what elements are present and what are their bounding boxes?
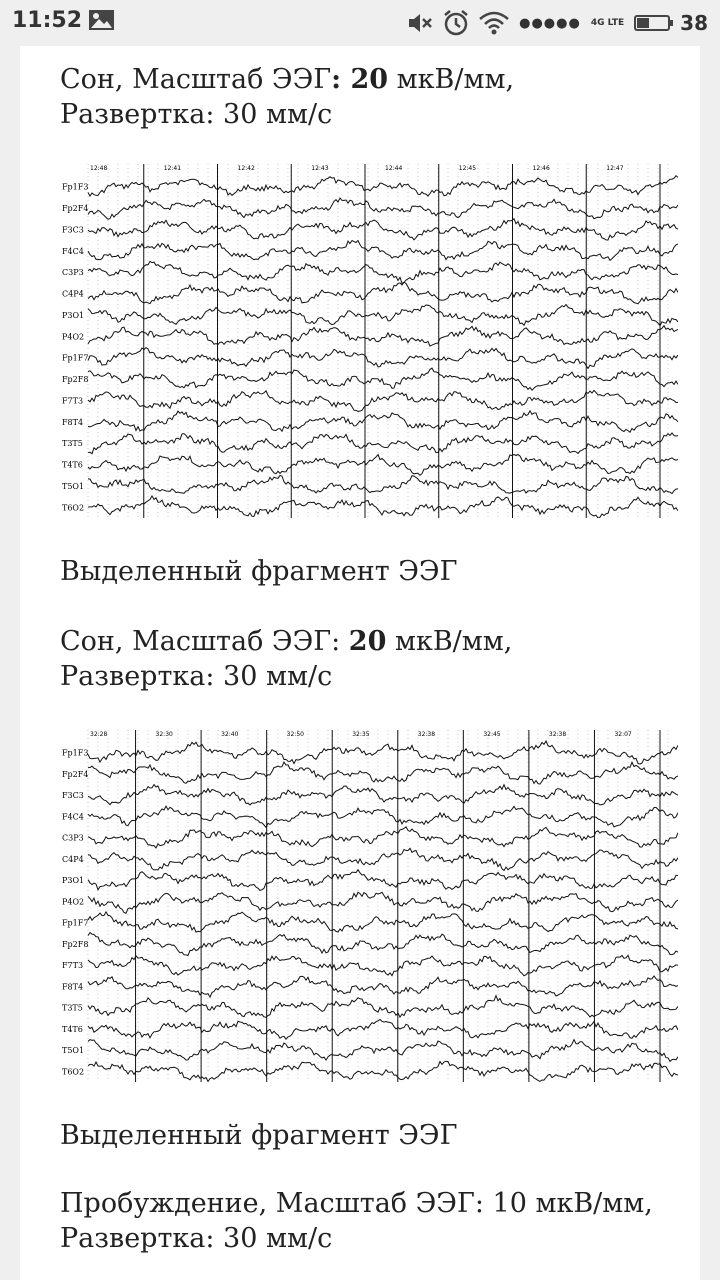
mute-icon [407, 11, 433, 35]
signal-strength-icon: ●●●●● [519, 15, 581, 31]
eeg-channel-label: Fp1F3 [62, 748, 89, 758]
settings-line1-suffix: мкВ/мм, [388, 64, 515, 95]
eeg-time-label: 32:38 [417, 731, 436, 738]
eeg-channel-label: Fp2F4 [62, 204, 89, 214]
eeg-time-label: 32:28 [90, 731, 108, 738]
wifi-icon [479, 11, 509, 35]
eeg-settings-awakening [60, 1186, 680, 1256]
eeg-channel-label: F3C3 [62, 225, 84, 235]
eeg-channel-label: Fp2F8 [62, 939, 89, 949]
eeg-time-label: 12:46 [532, 165, 550, 172]
eeg-channel-label: T6O2 [62, 1067, 85, 1077]
settings-line1-bold: 20 [348, 626, 387, 657]
eeg-channel-label: Fp1F7 [62, 918, 89, 928]
eeg-channel-label: Fp2F8 [62, 375, 89, 385]
eeg-settings-sleep-2 [60, 624, 680, 694]
settings-line1-prefix: Сон, Масштаб ЭЭГ: [60, 626, 349, 657]
eeg-recording-image-2[interactable] [60, 726, 678, 1082]
eeg-channel-label: Fp2F4 [62, 769, 89, 779]
settings-line2: Развертка: 30 мм/с [60, 1223, 333, 1254]
settings-line2: Развертка: 30 мм/с [60, 661, 333, 692]
eeg-channel-label: F7T3 [62, 396, 84, 406]
settings-line1-bold: : 20 [331, 64, 389, 95]
eeg-fragment-caption-1: Выделенный фрагмент ЭЭГ [60, 556, 458, 587]
eeg-time-label: 12:41 [163, 165, 182, 172]
battery-icon [634, 15, 670, 31]
status-bar [0, 0, 720, 46]
eeg-channel-label: F4C4 [62, 246, 84, 256]
eeg-channel-label: P4O2 [62, 332, 85, 342]
eeg-time-label: 32:40 [221, 731, 239, 738]
network-type: 4G LTE [590, 17, 625, 28]
eeg-time-label: 12:42 [237, 165, 255, 172]
eeg-channel-label: T4T6 [62, 1024, 83, 1034]
eeg-recording-image-1[interactable] [60, 160, 678, 518]
alarm-icon [443, 10, 469, 36]
eeg-channel-label: T4T6 [62, 460, 83, 470]
eeg-channel-label: P4O2 [62, 897, 85, 907]
eeg-channel-label: F8T4 [62, 417, 84, 427]
eeg-settings-sleep-1 [60, 62, 680, 132]
eeg-channel-label: T5O1 [62, 481, 85, 491]
eeg-channel-label: C4P4 [62, 289, 84, 299]
eeg-time-label: 32:45 [483, 731, 501, 738]
eeg-time-label: 32:07 [614, 731, 632, 738]
eeg-time-label: 32:30 [155, 731, 173, 738]
eeg-time-label: 32:50 [286, 731, 304, 738]
eeg-channel-label: F3C3 [62, 791, 84, 801]
eeg-channel-label: Fp1F3 [62, 182, 89, 192]
eeg-time-label: 12:44 [385, 165, 403, 172]
eeg-time-label: 32:35 [352, 731, 370, 738]
status-time: 11:52 [12, 8, 83, 33]
eeg-time-label: 12:43 [311, 165, 329, 172]
eeg-fragment-caption-2: Выделенный фрагмент ЭЭГ [60, 1120, 458, 1151]
eeg-channel-label: P3O1 [62, 876, 85, 886]
settings-line1: Пробуждение, Масштаб ЭЭГ: 10 мкВ/мм, [60, 1188, 653, 1219]
eeg-channel-label: F7T3 [62, 961, 84, 971]
eeg-time-label: 12:45 [458, 165, 477, 172]
eeg-time-label: 12:48 [90, 165, 108, 172]
battery-percent: 38 [680, 11, 708, 35]
eeg-channel-label: F8T4 [62, 982, 84, 992]
eeg-time-label: 32:38 [548, 731, 567, 738]
image-notification-icon [88, 9, 115, 31]
eeg-channel-label: T3T5 [62, 439, 83, 449]
eeg-channel-label: C4P4 [62, 854, 84, 864]
eeg-time-label: 12:47 [606, 165, 624, 172]
eeg-channel-label: C3P3 [62, 833, 84, 843]
settings-line1-prefix: Сон, Масштаб ЭЭГ [60, 64, 332, 95]
eeg-channel-label: Fp1F7 [62, 353, 89, 363]
article-page[interactable] [20, 46, 700, 1280]
eeg-channel-label: P3O1 [62, 310, 85, 320]
eeg-channel-label: F4C4 [62, 812, 84, 822]
eeg-channel-label: T6O2 [62, 503, 85, 513]
settings-line1-suffix: мкВ/мм, [386, 626, 513, 657]
eeg-channel-label: T3T5 [62, 1003, 83, 1013]
eeg-channel-label: T5O1 [62, 1046, 85, 1056]
eeg-channel-label: C3P3 [62, 268, 84, 278]
settings-line2: Развертка: 30 мм/с [60, 99, 333, 130]
